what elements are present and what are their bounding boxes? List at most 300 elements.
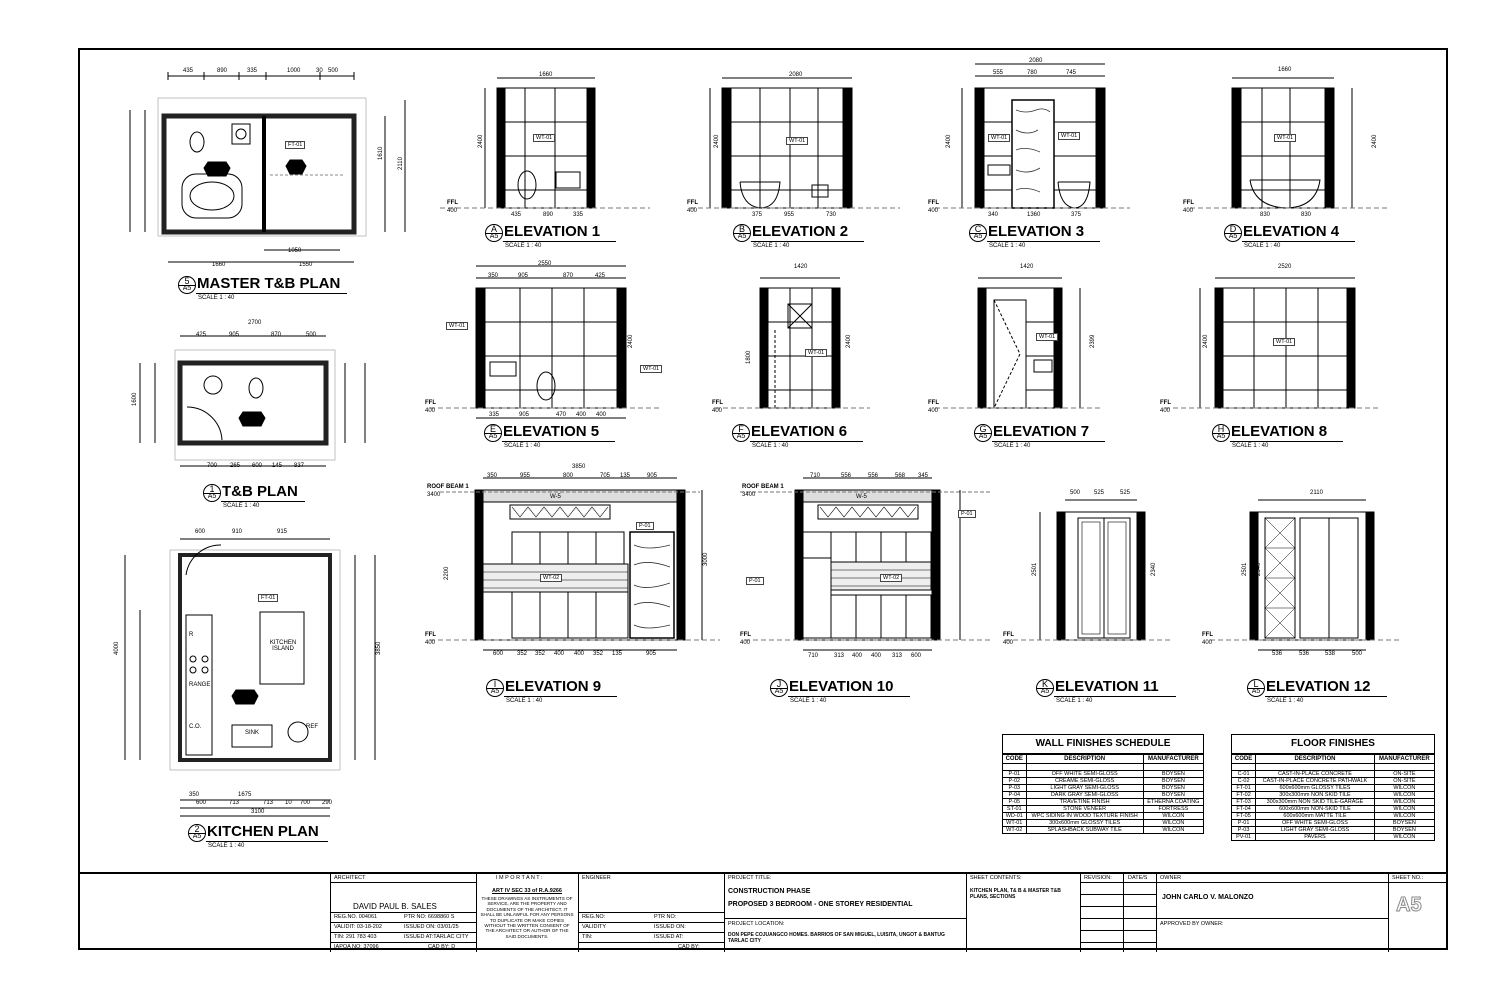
schedule-cell: PAVERS <box>1256 834 1375 841</box>
tag-wt01-e5a: WT-01 <box>446 322 468 330</box>
dimension-label: 425 <box>595 273 606 279</box>
architect-iapoa: IAPOA NO: 37096 <box>334 944 379 950</box>
tag-p01-e10a: P-01 <box>958 510 976 518</box>
dimension-label: 905 <box>646 651 657 657</box>
view-callout-bubble <box>770 679 788 697</box>
schedule-cell: ON-SITE <box>1374 778 1434 785</box>
dimension-label: 313 <box>892 653 903 659</box>
schedule-row <box>1003 820 1204 827</box>
floor-finishes-table <box>1231 754 1435 841</box>
dimension-label: 135 <box>620 473 631 479</box>
dimension-label: 600 <box>252 463 263 469</box>
dimension-label: 1550 <box>299 262 313 268</box>
ffl-label: FFL <box>687 200 698 206</box>
dimension-label: 710 <box>808 653 819 659</box>
engineer-cad-by: CAD BY: <box>678 944 700 950</box>
view-number: L <box>1253 679 1259 689</box>
view-title: ELEVATION 3 <box>988 223 1085 240</box>
ffl-level: 400 <box>740 640 751 646</box>
tb-divider <box>330 874 331 952</box>
tb-divider <box>578 874 579 952</box>
owner-label: OWNER <box>1160 875 1182 881</box>
tag-wt02-e10: WT-02 <box>880 574 902 582</box>
dimension-label: 2110 <box>398 157 404 170</box>
view-title: ELEVATION 1 <box>504 223 601 240</box>
view-callout-bubble <box>969 224 987 242</box>
schedule-cell: WILCON <box>1374 806 1434 813</box>
view-sheet-ref: A5 <box>736 433 746 440</box>
roof-beam-label-e9: ROOF BEAM 1 <box>427 484 469 490</box>
elevation-5-drawing <box>476 266 626 418</box>
view-sheet-ref: A5 <box>973 233 983 240</box>
r-label: R <box>189 632 194 638</box>
dimension-label: 350 <box>487 473 498 479</box>
dimension-label: 713 <box>229 800 240 806</box>
ffl-level: 400 <box>928 408 939 414</box>
dimension-label: 500 <box>1070 490 1081 496</box>
schedule-cell: WILCON <box>1143 827 1203 834</box>
schedule-row <box>1232 785 1435 792</box>
dimension-label: 556 <box>868 473 879 479</box>
tb-line <box>578 922 724 923</box>
view-number: H <box>1217 424 1225 434</box>
dimension-label: 905 <box>519 412 530 418</box>
sheet-number: A5 <box>1396 894 1422 916</box>
view-sheet-ref: A5 <box>978 433 988 440</box>
tb-line <box>330 942 476 943</box>
schedule-cell: 300x300mm NON SKID TILE-GARAGE <box>1256 799 1375 806</box>
view-number: 1 <box>209 484 215 494</box>
dimension-label: 890 <box>217 68 228 74</box>
dimension-label: 470 <box>556 412 567 418</box>
dimension-label: 1420 <box>1020 264 1034 270</box>
dimension-label: 905 <box>229 332 240 338</box>
dimension-label: 1420 <box>794 264 808 270</box>
tb-divider <box>1080 874 1081 952</box>
view-callout-bubble <box>188 824 206 842</box>
schedule-header-row <box>1003 755 1204 764</box>
dimension-label: 10 <box>285 800 292 806</box>
view-title: ELEVATION 7 <box>993 423 1090 440</box>
view-title-underline <box>504 696 617 697</box>
engineer-label: ENGINEER <box>582 875 611 881</box>
important-ref: ART IV SEC 33 of R.A.9266 <box>492 888 562 894</box>
view-callout-bubble <box>974 424 992 442</box>
schedule-cell: P-01 <box>1003 771 1027 778</box>
tag-wt01-e5b: WT-01 <box>640 365 662 373</box>
ffl-level: 400 <box>1003 640 1014 646</box>
dimension-label: 700 <box>300 800 311 806</box>
schedule-spacer-row <box>1232 764 1435 771</box>
ffl-label: FFL <box>712 400 723 406</box>
schedule-row <box>1003 813 1204 820</box>
roof-beam-label-e10: ROOF BEAM 1 <box>742 484 784 490</box>
schedule-cell: PV-01 <box>1232 834 1256 841</box>
ffl-label: FFL <box>425 400 436 406</box>
ffl-level: 400 <box>447 208 458 214</box>
schedule-cell: TRAVETINE FINISH <box>1026 799 1143 806</box>
schedule-cell: ST-01 <box>1003 806 1027 813</box>
schedule-row <box>1003 792 1204 799</box>
tag-wt01-e2: WT-01 <box>786 137 808 145</box>
dimension-label: 335 <box>573 212 584 218</box>
schedule-row <box>1232 778 1435 785</box>
schedule-cell: BOYSEN <box>1143 792 1203 799</box>
schedule-cell: P-03 <box>1232 827 1256 834</box>
view-callout-bubble <box>733 224 751 242</box>
tb-line <box>1080 942 1156 943</box>
view-title-underline <box>221 501 305 502</box>
project-location-label: PROJECT LOCATION: <box>728 921 785 927</box>
tb-line <box>578 942 724 943</box>
view-title: ELEVATION 10 <box>789 678 894 695</box>
dimension-label: 400 <box>574 651 585 657</box>
tb-divider <box>476 874 477 952</box>
ffl-level: 400 <box>425 408 436 414</box>
engineer-issued-at: ISSUED AT: <box>654 934 684 940</box>
schedule-cell: P-04 <box>1003 792 1027 799</box>
elevation-2-drawing <box>710 78 852 208</box>
schedule-row <box>1003 771 1204 778</box>
dimension-label: 1000 <box>287 68 301 74</box>
ffl-label: FFL <box>1183 200 1194 206</box>
tb-line <box>330 912 476 913</box>
floor-finishes-title: FLOOR FINISHES <box>1231 734 1435 754</box>
dimension-label: 1660 <box>1278 67 1292 73</box>
important-label: I M P O R T A N T : <box>496 875 543 881</box>
dimension-label: 555 <box>993 70 1004 76</box>
dimension-label: 350 <box>189 792 200 798</box>
dimension-label: 710 <box>810 473 821 479</box>
tb-line <box>1156 882 1388 883</box>
schedule-cell: FT-05 <box>1232 813 1256 820</box>
dimension-label: 830 <box>1301 212 1312 218</box>
schedule-spacer-row <box>1003 764 1204 771</box>
engineer-issued-on: ISSUED ON: <box>654 924 686 930</box>
dimension-label: 400 <box>596 412 607 418</box>
ffl-level: 400 <box>712 408 723 414</box>
schedule-row <box>1232 834 1435 841</box>
schedule-cell: ETHERNA COATING <box>1143 799 1203 806</box>
view-scale: SCALE 1 : 40 <box>504 443 541 449</box>
schedule-cell: OFF WHITE SEMI-GLOSS <box>1256 820 1375 827</box>
schedule-cell: BOYSEN <box>1374 827 1434 834</box>
view-title: ELEVATION 11 <box>1055 678 1159 695</box>
view-scale: SCALE 1 : 40 <box>506 698 543 704</box>
view-title: ELEVATION 6 <box>751 423 848 440</box>
dimension-label: 2700 <box>248 320 262 326</box>
dimension-label: 2080 <box>1029 58 1043 64</box>
schedule-cell: FT-02 <box>1232 792 1256 799</box>
view-scale: SCALE 1 : 40 <box>752 443 789 449</box>
view-sheet-ref: A5 <box>1251 688 1261 695</box>
view-title-underline <box>992 441 1105 442</box>
schedule-cell: WILCON <box>1374 785 1434 792</box>
architect-issued-on: ISSUED ON: 03/01/25 <box>404 924 459 930</box>
dimension-label: 435 <box>183 68 194 74</box>
view-sheet-ref: A5 <box>1216 433 1226 440</box>
view-title-underline <box>1242 241 1355 242</box>
dimension-label: 500 <box>306 332 317 338</box>
dimension-label: 340 <box>988 212 999 218</box>
tb-line <box>1080 930 1156 931</box>
dimension-label: 145 <box>272 463 283 469</box>
ffl-label: FFL <box>928 200 939 206</box>
ffl-label: FFL <box>1202 632 1213 638</box>
important-text: THESE DRAWINGS AS INSTRUMENTS OF SERVICE, ARE THE PROPERTY AND DOCUMENTS OF THE ARCHITECT. IT SHALL BE UNLAWFUL FOR ANY PERSONS TO DUPLICATE OR MAKE COPIES WITHOUT THE WRITTEN CONSENT OF THE ARCHITECT OR AUTHOR OF THE SAID DOCUMENTS. <box>480 896 574 939</box>
dimension-label: 400 <box>554 651 565 657</box>
approved-by-owner-label: APPROVED BY OWNER: <box>1160 921 1224 927</box>
project-location: DON PEPE COJUANGCO HOMES. BARRIOS OF SAN MIGUEL, LUISITA, UNGOT & BANTUG TARLAC CITY <box>728 932 945 944</box>
architect-validity: VALIDIT: 03-18-202 <box>334 924 382 930</box>
view-callout-bubble <box>1247 679 1265 697</box>
dimension-label: 600 <box>493 651 504 657</box>
dimension-label: 870 <box>563 273 574 279</box>
schedule-cell: FT-04 <box>1232 806 1256 813</box>
view-number: B <box>738 224 745 234</box>
view-number: I <box>493 679 497 689</box>
architect-name: DAVID PAUL B. SALES <box>353 902 437 911</box>
schedule-row <box>1232 806 1435 813</box>
schedule-cell: P-05 <box>1003 799 1027 806</box>
dimension-label: 538 <box>1325 651 1336 657</box>
elevation-1-drawing <box>485 78 595 208</box>
dimension-label: 1050 <box>288 248 302 254</box>
schedule-cell: WPC SIDING IN WOOD TEXTURE FINISH <box>1026 813 1143 820</box>
dimension-label: 4000 <box>114 641 120 655</box>
view-number: D <box>1229 224 1237 234</box>
view-callout-bubble <box>178 276 196 294</box>
architect-tin: TIN: 291 783 403 <box>334 934 377 940</box>
dimension-label: 2400 <box>1203 334 1209 348</box>
dimension-label: 2501 <box>1032 562 1038 576</box>
view-sheet-ref: A5 <box>490 688 500 695</box>
view-title: ELEVATION 9 <box>505 678 602 695</box>
ffl-label: FFL <box>1160 400 1171 406</box>
dimension-label: 265 <box>230 463 241 469</box>
ffl-label: FFL <box>1003 632 1014 638</box>
engineer-validity: VALIDITY <box>582 924 607 930</box>
elevation-12-drawing <box>1250 500 1374 650</box>
view-scale: SCALE 1 : 40 <box>1056 698 1093 704</box>
dimension-label: 375 <box>752 212 763 218</box>
tag-p01-e9: P-01 <box>636 522 654 530</box>
schedule-cell: BOYSEN <box>1143 785 1203 792</box>
schedule-cell: BOYSEN <box>1143 771 1203 778</box>
view-title: T&B PLAN <box>222 483 298 500</box>
schedule-cell: FORTRESS <box>1143 806 1203 813</box>
tb-line <box>1080 882 1156 883</box>
architect-ptr-no: PTR NO: 6698860 S <box>404 914 455 920</box>
dimension-label: 536 <box>1272 651 1283 657</box>
schedule-header-cell: MANUFACTURER <box>1143 755 1203 764</box>
tb-divider <box>1156 874 1157 952</box>
schedule-cell: CREAME SEMI-GLOSS <box>1026 778 1143 785</box>
schedule-header-cell: DESCRIPTION <box>1026 755 1143 764</box>
tb-line <box>1080 918 1156 919</box>
schedule-cell: WD-01 <box>1003 813 1027 820</box>
view-callout-bubble <box>732 424 750 442</box>
tag-ft01-master: FT-01 <box>285 141 305 149</box>
architect-reg-no: REG.NO. 004061 <box>334 914 378 920</box>
view-callout-bubble <box>203 484 221 502</box>
dimension-label: 905 <box>647 473 658 479</box>
dimension-label: 500 <box>328 68 339 74</box>
view-scale: SCALE 1 : 40 <box>994 443 1031 449</box>
architect-cad-by: CAD BY: D <box>428 944 456 950</box>
tb-line <box>1156 918 1388 919</box>
dimension-label: 568 <box>895 473 906 479</box>
dimension-label: 1800 <box>746 350 752 364</box>
schedule-cell: WILCON <box>1143 820 1203 827</box>
dimension-label: 1675 <box>238 792 252 798</box>
tag-wt02-e9: WT-02 <box>540 574 562 582</box>
schedule-row <box>1232 820 1435 827</box>
w5-label-e9: W-5 <box>550 494 561 500</box>
dimension-label: 400 <box>852 653 863 659</box>
schedule-row <box>1003 778 1204 785</box>
dimension-label: 2110 <box>1310 490 1323 496</box>
schedule-cell: DARK GRAY SEMI-GLOSS <box>1026 792 1143 799</box>
elevation-11-drawing <box>1040 500 1145 640</box>
dimension-label: 2400 <box>628 334 634 348</box>
schedule-cell: WT-02 <box>1003 827 1027 834</box>
schedule-cell: WILCON <box>1374 799 1434 806</box>
ffl-label: FFL <box>425 632 436 638</box>
schedule-cell: C-02 <box>1232 778 1256 785</box>
schedule-row <box>1232 813 1435 820</box>
tag-wt01-e8: WT-01 <box>1273 338 1295 346</box>
dimension-label: 3850 <box>376 641 382 655</box>
dimension-label: 890 <box>543 212 554 218</box>
view-number: K <box>1041 679 1048 689</box>
ffl-level: 400 <box>1160 408 1171 414</box>
view-title-underline <box>987 241 1100 242</box>
tb-plan-drawing <box>140 336 365 466</box>
ref-label: REF <box>306 724 318 730</box>
wall-finishes-table <box>1002 754 1204 834</box>
view-title-underline <box>788 696 910 697</box>
title-block <box>78 872 1448 952</box>
schedule-row <box>1003 827 1204 834</box>
view-sheet-ref: A5 <box>182 285 192 292</box>
view-title-underline <box>196 293 347 294</box>
tb-line <box>1080 894 1156 895</box>
schedule-cell: 600x600mm GLOSSY TILES <box>1256 785 1375 792</box>
dimension-label: 290 <box>322 800 333 806</box>
sink-label: SINK <box>245 730 260 736</box>
view-scale: SCALE 1 : 40 <box>1267 698 1304 704</box>
tb-line <box>578 912 724 913</box>
dimension-label: 2520 <box>1278 264 1292 270</box>
tag-ft01-kitchen: FT-01 <box>258 594 278 602</box>
view-sheet-ref: A5 <box>1040 688 1050 695</box>
view-title: ELEVATION 12 <box>1266 678 1371 695</box>
kitchen-island-label: KITCHEN ISLAND <box>269 640 297 652</box>
view-number: C <box>974 224 982 234</box>
dimension-label: 3850 <box>572 464 586 470</box>
dimension-label: 1660 <box>539 72 553 78</box>
schedule-cell: BOYSEN <box>1374 820 1434 827</box>
schedule-cell: 600x600mm MATTE TILE <box>1256 813 1375 820</box>
tag-wt01-e7: WT-01 <box>1036 333 1058 341</box>
view-number: 5 <box>184 276 190 286</box>
tag-wt01-e3b: WT-01 <box>1058 132 1080 140</box>
schedule-cell: BOYSEN <box>1143 778 1203 785</box>
tb-line <box>1080 906 1156 907</box>
view-title-underline <box>750 441 863 442</box>
dimension-label: 3000 <box>703 552 709 566</box>
schedule-cell: LIGHT GRAY SEMI-GLOSS <box>1256 827 1375 834</box>
schedule-row <box>1232 771 1435 778</box>
engineer-ptr-no: PTR NO: <box>654 914 677 920</box>
roof-level-e9: 3400 <box>427 492 441 498</box>
dimension-label: 335 <box>247 68 258 74</box>
dimension-label: 345 <box>918 473 929 479</box>
dimension-label: 745 <box>1066 70 1077 76</box>
view-title-underline <box>503 241 616 242</box>
dimension-label: 2400 <box>946 134 952 148</box>
view-scale: SCALE 1 : 40 <box>1232 443 1269 449</box>
dimension-label: 2550 <box>538 261 552 267</box>
schedule-header-cell: MANUFACTURER <box>1374 755 1434 764</box>
sheet-no-label: SHEET NO.: <box>1392 875 1424 881</box>
dimension-label: 350 <box>488 273 499 279</box>
schedule-cell: WILCON <box>1143 813 1203 820</box>
dimension-label: 905 <box>518 273 529 279</box>
dimension-label: 600 <box>911 653 922 659</box>
view-scale: SCALE 1 : 40 <box>753 243 790 249</box>
dimension-label: 2080 <box>789 72 803 78</box>
dimension-label: 700 <box>207 463 218 469</box>
view-callout-bubble <box>1212 424 1230 442</box>
dimension-label: 2340 <box>1151 562 1157 576</box>
view-title: ELEVATION 8 <box>1231 423 1328 440</box>
elevation-6-drawing <box>760 278 840 408</box>
tb-divider <box>966 874 967 952</box>
schedule-cell: SPLASHBACK SUBWAY TILE <box>1026 827 1143 834</box>
tb-divider <box>1388 874 1389 952</box>
schedule-cell: CAST-IN-PLACE CONCRETE <box>1256 771 1375 778</box>
tb-line <box>1388 882 1448 883</box>
schedule-row <box>1232 792 1435 799</box>
view-title-underline <box>206 841 328 842</box>
dimension-label: 1660 <box>212 262 226 268</box>
dimension-label: 1600 <box>132 392 138 406</box>
elevation-3-drawing <box>962 64 1105 208</box>
dimension-label: 837 <box>294 463 305 469</box>
dimension-label: 2400 <box>1372 134 1378 148</box>
ffl-level: 400 <box>425 640 436 646</box>
dimension-label: 335 <box>489 412 500 418</box>
view-title-underline <box>1054 696 1176 697</box>
schedule-cell: CAST-IN-PLACE CONCRETE PATHWALK <box>1256 778 1375 785</box>
sheet-contents: KITCHEN PLAN, T& B & MASTER T&B PLANS, SECTIONS <box>970 888 1061 900</box>
project-title-2: PROPOSED 3 BEDROOM - ONE STOREY RESIDENTIAL <box>728 901 913 908</box>
view-scale: SCALE 1 : 40 <box>790 698 827 704</box>
dimension-label: 955 <box>784 212 795 218</box>
tb-line <box>330 932 476 933</box>
dimension-label: 830 <box>1260 212 1271 218</box>
dimension-label: 2400 <box>714 134 720 148</box>
w5-label-e10: W-5 <box>856 494 867 500</box>
dimension-label: 425 <box>196 332 207 338</box>
ffl-level: 400 <box>1183 208 1194 214</box>
master-tb-plan-drawing <box>130 72 405 262</box>
owner-name: JOHN CARLO V. MALONZO <box>1162 894 1254 901</box>
view-title-underline <box>1230 441 1343 442</box>
view-title-underline <box>502 441 615 442</box>
